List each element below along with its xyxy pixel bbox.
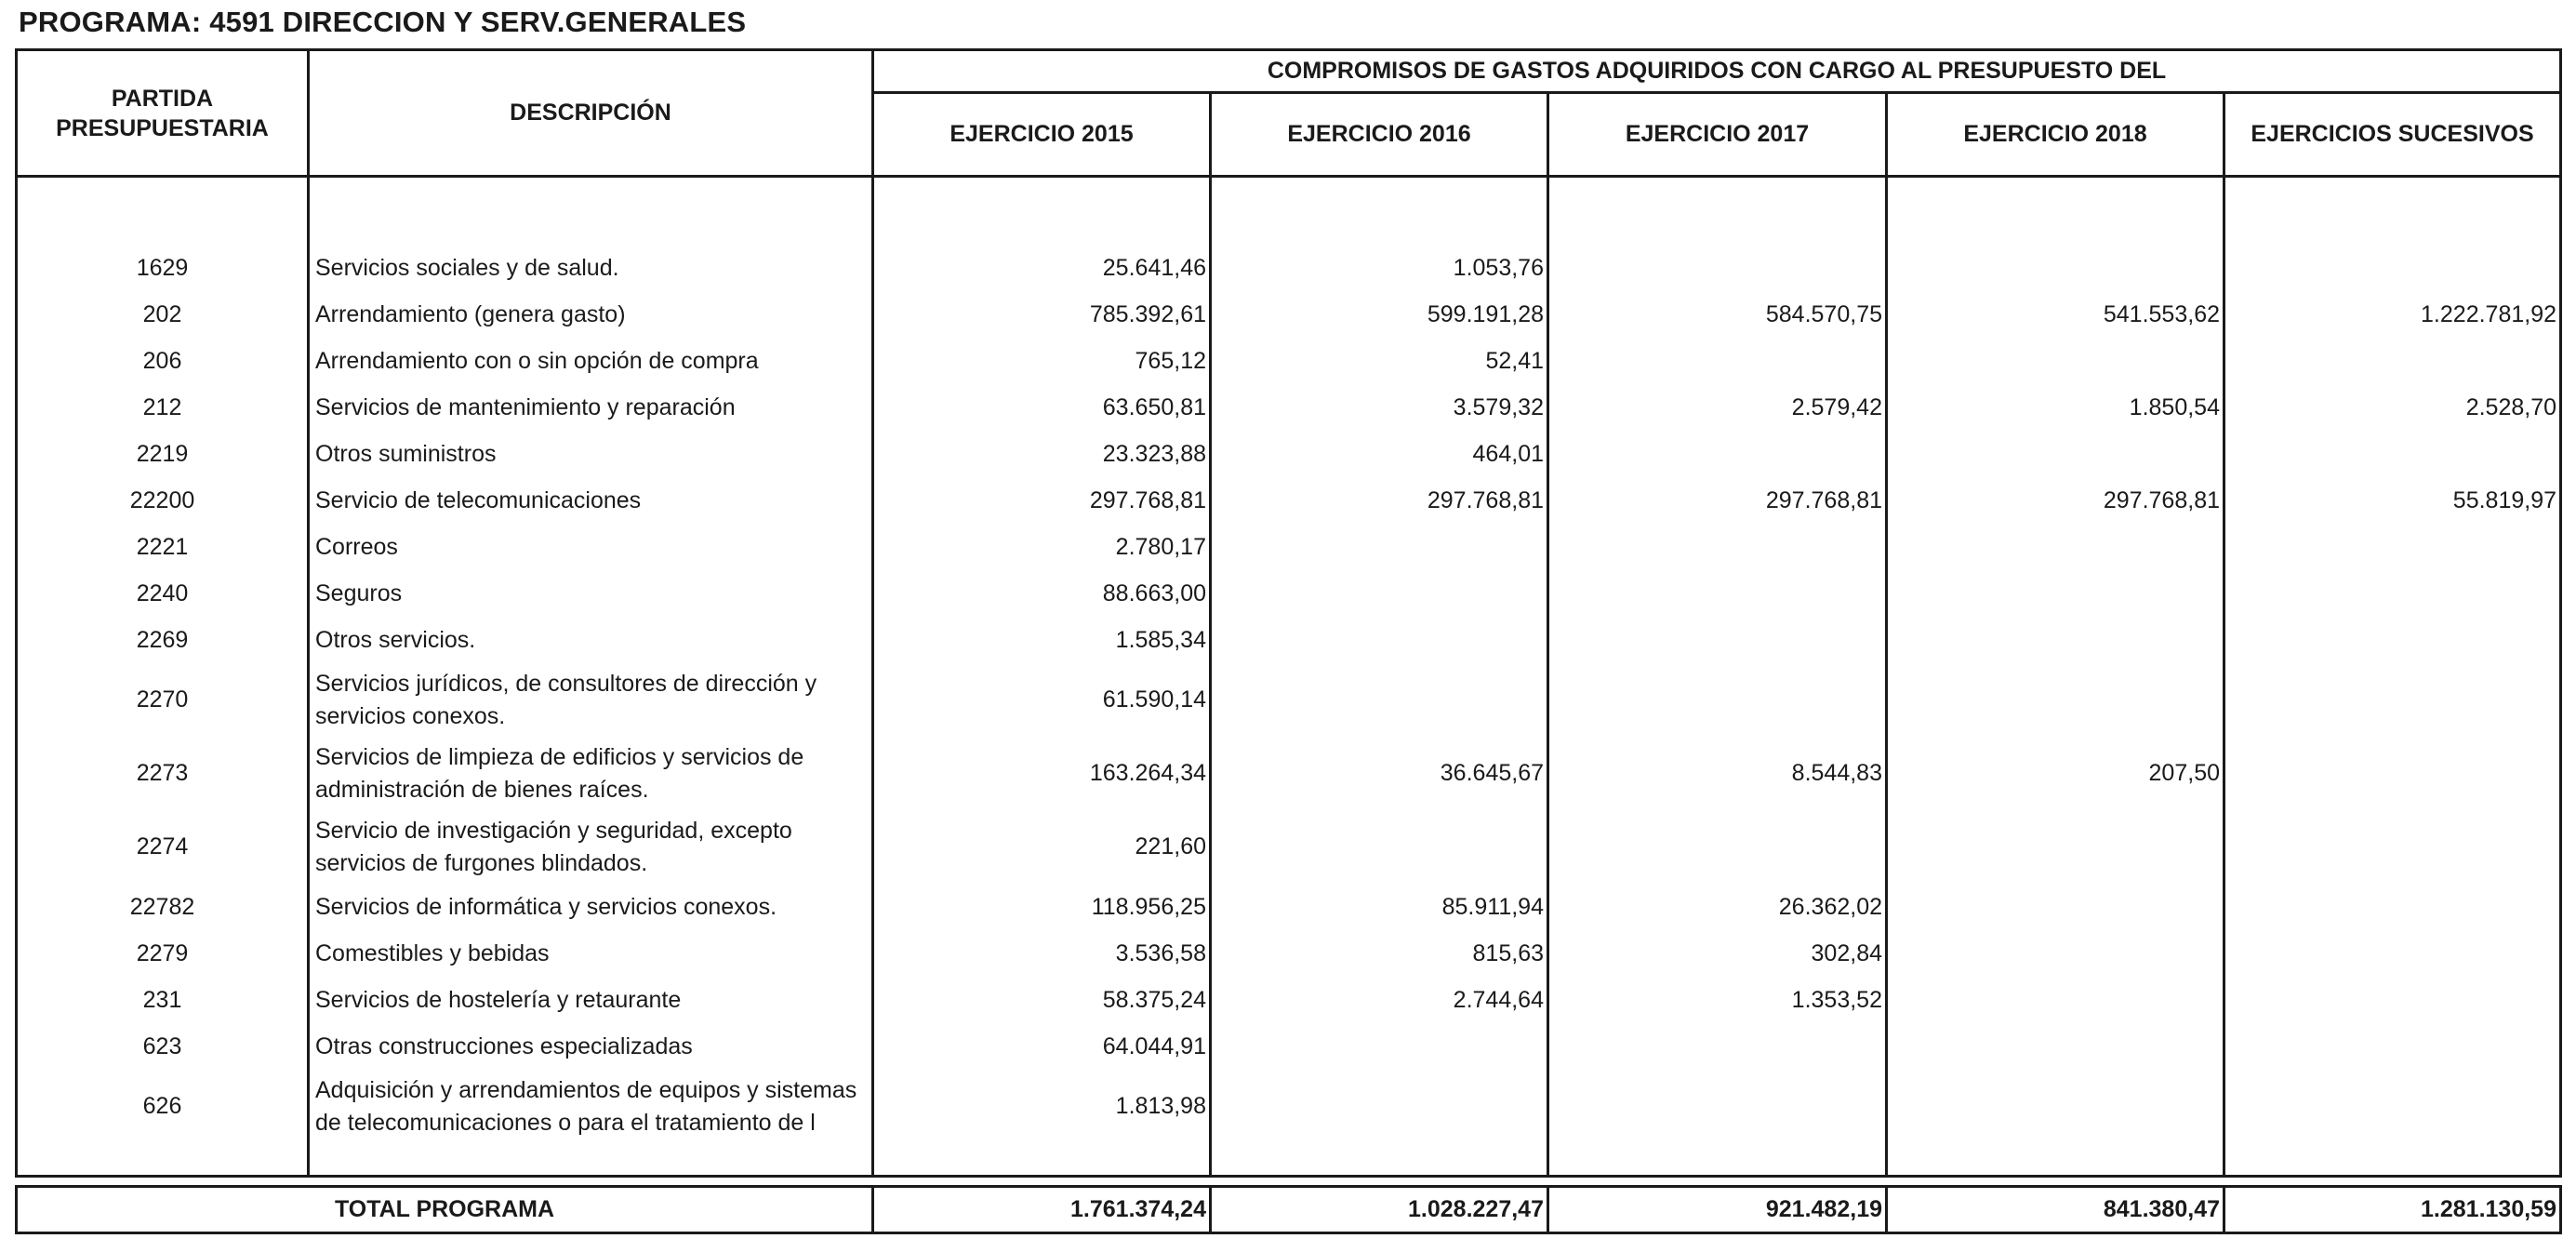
table-row [17,617,2561,663]
header-ejercicios-sucesivos: EJERCICIOS SUCESIVOS [2224,93,2561,177]
table-row [17,384,2561,431]
amount-cell [1211,1070,1548,1143]
descripcion-line: Servicios de limpieza de edificios y servicios de [315,743,804,770]
amount-cell: 464,01 [1211,431,1548,477]
amount-cell [1887,570,2224,617]
total-value: 841.380,47 [1887,1187,2224,1233]
table-row [17,338,2561,384]
amount-cell [1887,977,2224,1023]
partida-code: 22200 [17,477,309,524]
amount-cell [1548,431,1887,477]
descripcion-cell [309,384,873,431]
descripcion-line: Arrendamiento con o sin opción de compra [315,347,759,374]
amount-cell: 2.579,42 [1548,384,1887,431]
amount-cell [1211,810,1548,884]
amount-cell: 297.768,81 [1887,477,2224,524]
amount-cell: 23.323,88 [873,431,1211,477]
table-row [17,431,2561,477]
table-row [17,1070,2561,1143]
amount-cell [1887,1070,2224,1143]
amount-cell [1887,884,2224,930]
amount-cell: 1.053,76 [1211,245,1548,291]
descripcion-cell [309,477,873,524]
header-descripcion: DESCRIPCIÓN [309,50,873,177]
table-header [17,50,2561,177]
descripcion-line: Servicio de telecomunicaciones [315,486,642,513]
table-row [17,737,2561,810]
amount-cell [1548,810,1887,884]
amount-cell [2224,245,2561,291]
amount-cell: 541.553,62 [1887,291,2224,338]
header-ejercicio-2017: EJERCICIO 2017 [1548,93,1887,177]
amount-cell [2224,977,2561,1023]
amount-cell: 297.768,81 [1211,477,1548,524]
total-value: 1.281.130,59 [2224,1187,2561,1233]
table-row [17,524,2561,570]
amount-cell [2224,663,2561,737]
descripcion-line: Otros servicios. [315,626,476,653]
table-spacer [17,1143,2561,1177]
amount-cell [1548,524,1887,570]
descripcion-line: Servicio de investigación y seguridad, excepto [315,817,792,844]
table-row [17,884,2561,930]
amount-cell: 8.544,83 [1548,737,1887,810]
amount-cell [1887,617,2224,663]
amount-cell: 52,41 [1211,338,1548,384]
amount-cell [2224,884,2561,930]
total-table [15,1185,2562,1234]
header-compromisos: COMPROMISOS DE GASTOS ADQUIRIDOS CON CARGO AL PRESUPUESTO DEL [873,50,2561,93]
partida-code: 2219 [17,431,309,477]
descripcion-line: Otros suministros [315,440,497,467]
amount-cell [2224,431,2561,477]
amount-cell [2224,570,2561,617]
amount-cell: 207,50 [1887,737,2224,810]
table-spacer [17,177,2561,246]
amount-cell [2224,617,2561,663]
descripcion-line: servicios de furgones blindados. [315,849,648,876]
descripcion-cell [309,663,873,737]
amount-cell: 88.663,00 [873,570,1211,617]
table-row [17,810,2561,884]
amount-cell: 2.528,70 [2224,384,2561,431]
table-row [17,245,2561,291]
amount-cell [1887,524,2224,570]
table-row [17,930,2561,977]
amount-cell: 55.819,97 [2224,477,2561,524]
amount-cell: 26.362,02 [1548,884,1887,930]
amount-cell [1887,663,2224,737]
descripcion-line: Seguros [315,579,403,606]
amount-cell: 163.264,34 [873,737,1211,810]
amount-cell: 1.222.781,92 [2224,291,2561,338]
total-row [17,1187,2561,1233]
amount-cell [1887,930,2224,977]
amount-cell [1211,663,1548,737]
amount-cell [1887,431,2224,477]
amount-cell [1548,663,1887,737]
descripcion-cell [309,810,873,884]
descripcion-cell [309,617,873,663]
total-value: 1.761.374,24 [873,1187,1211,1233]
partida-code: 206 [17,338,309,384]
partida-code: 2270 [17,663,309,737]
table-row [17,291,2561,338]
partida-code: 623 [17,1023,309,1070]
amount-cell: 85.911,94 [1211,884,1548,930]
amount-cell [2224,524,2561,570]
amount-cell [2224,810,2561,884]
header-partida-line1: PARTIDA [111,85,214,112]
amount-cell [1548,1023,1887,1070]
header-partida [17,50,309,177]
amount-cell: 118.956,25 [873,884,1211,930]
partida-code: 231 [17,977,309,1023]
amount-cell: 785.392,61 [873,291,1211,338]
partida-code: 22782 [17,884,309,930]
budget-table [15,48,2562,1178]
partida-code: 2273 [17,737,309,810]
descripcion-cell [309,1023,873,1070]
partida-code: 2221 [17,524,309,570]
amount-cell [2224,1070,2561,1143]
amount-cell [1887,810,2224,884]
amount-cell: 2.744,64 [1211,977,1548,1023]
descripcion-line: Servicios de hostelería y retaurante [315,986,682,1013]
amount-cell: 1.353,52 [1548,977,1887,1023]
amount-cell: 302,84 [1548,930,1887,977]
table-body [17,177,2561,1177]
partida-code: 202 [17,291,309,338]
descripcion-line: administración de bienes raíces. [315,776,649,803]
amount-cell [1548,1070,1887,1143]
amount-cell: 584.570,75 [1548,291,1887,338]
amount-cell [2224,338,2561,384]
amount-cell: 2.780,17 [873,524,1211,570]
amount-cell [2224,930,2561,977]
header-ejercicio-2015: EJERCICIO 2015 [873,93,1211,177]
amount-cell [1548,245,1887,291]
amount-cell: 599.191,28 [1211,291,1548,338]
partida-code: 2279 [17,930,309,977]
descripcion-line: Otras construcciones especializadas [315,1032,693,1059]
amount-cell: 25.641,46 [873,245,1211,291]
amount-cell: 63.650,81 [873,384,1211,431]
amount-cell: 1.813,98 [873,1070,1211,1143]
descripcion-line: Adquisición y arrendamientos de equipos y sistemas [315,1076,857,1103]
page-title: PROGRAMA: 4591 DIRECCION Y SERV.GENERALES [19,6,747,38]
amount-cell: 61.590,14 [873,663,1211,737]
descripcion-cell [309,338,873,384]
amount-cell [1548,338,1887,384]
amount-cell: 815,63 [1211,930,1548,977]
total-label: TOTAL PROGRAMA [17,1187,873,1233]
descripcion-cell [309,884,873,930]
amount-cell [1887,338,2224,384]
descripcion-cell [309,1070,873,1143]
amount-cell: 3.579,32 [1211,384,1548,431]
amount-cell [1548,570,1887,617]
descripcion-line: Arrendamiento (genera gasto) [315,300,626,327]
amount-cell [1548,617,1887,663]
partida-code: 1629 [17,245,309,291]
amount-cell [1211,617,1548,663]
header-ejercicio-2016: EJERCICIO 2016 [1211,93,1548,177]
descripcion-cell [309,291,873,338]
table-row [17,477,2561,524]
amount-cell [1211,1023,1548,1070]
amount-cell [1211,524,1548,570]
amount-cell: 1.850,54 [1887,384,2224,431]
descripcion-cell [309,930,873,977]
descripcion-cell [309,977,873,1023]
descripcion-line: servicios conexos. [315,702,506,729]
descripcion-line: Servicios jurídicos, de consultores de dirección y [315,670,817,697]
partida-code: 212 [17,384,309,431]
descripcion-line: Correos [315,533,398,560]
amount-cell: 221,60 [873,810,1211,884]
amount-cell [1887,245,2224,291]
table-row [17,1023,2561,1070]
partida-code: 2269 [17,617,309,663]
amount-cell: 64.044,91 [873,1023,1211,1070]
descripcion-line: Servicios de informática y servicios conexos. [315,893,777,920]
amount-cell [2224,737,2561,810]
amount-cell [1211,570,1548,617]
total-value: 1.028.227,47 [1211,1187,1548,1233]
partida-code: 626 [17,1070,309,1143]
descripcion-cell [309,524,873,570]
descripcion-line: Servicios de mantenimiento y reparación [315,393,736,420]
partida-code: 2274 [17,810,309,884]
total-value: 921.482,19 [1548,1187,1887,1233]
descripcion-line: Servicios sociales y de salud. [315,254,619,281]
amount-cell: 1.585,34 [873,617,1211,663]
descripcion-cell [309,737,873,810]
amount-cell [2224,1023,2561,1070]
header-ejercicio-2018: EJERCICIO 2018 [1887,93,2224,177]
table-row [17,570,2561,617]
amount-cell: 3.536,58 [873,930,1211,977]
partida-code: 2240 [17,570,309,617]
descripcion-line: de telecomunicaciones o para el tratamiento de l [315,1109,816,1136]
amount-cell: 297.768,81 [873,477,1211,524]
header-partida-line2: PRESUPUESTARIA [56,114,269,141]
amount-cell: 297.768,81 [1548,477,1887,524]
amount-cell: 58.375,24 [873,977,1211,1023]
descripcion-cell [309,570,873,617]
table-row [17,977,2561,1023]
descripcion-cell [309,431,873,477]
table-row [17,663,2561,737]
amount-cell: 36.645,67 [1211,737,1548,810]
amount-cell [1887,1023,2224,1070]
descripcion-line: Comestibles y bebidas [315,939,550,966]
descripcion-cell [309,245,873,291]
amount-cell: 765,12 [873,338,1211,384]
